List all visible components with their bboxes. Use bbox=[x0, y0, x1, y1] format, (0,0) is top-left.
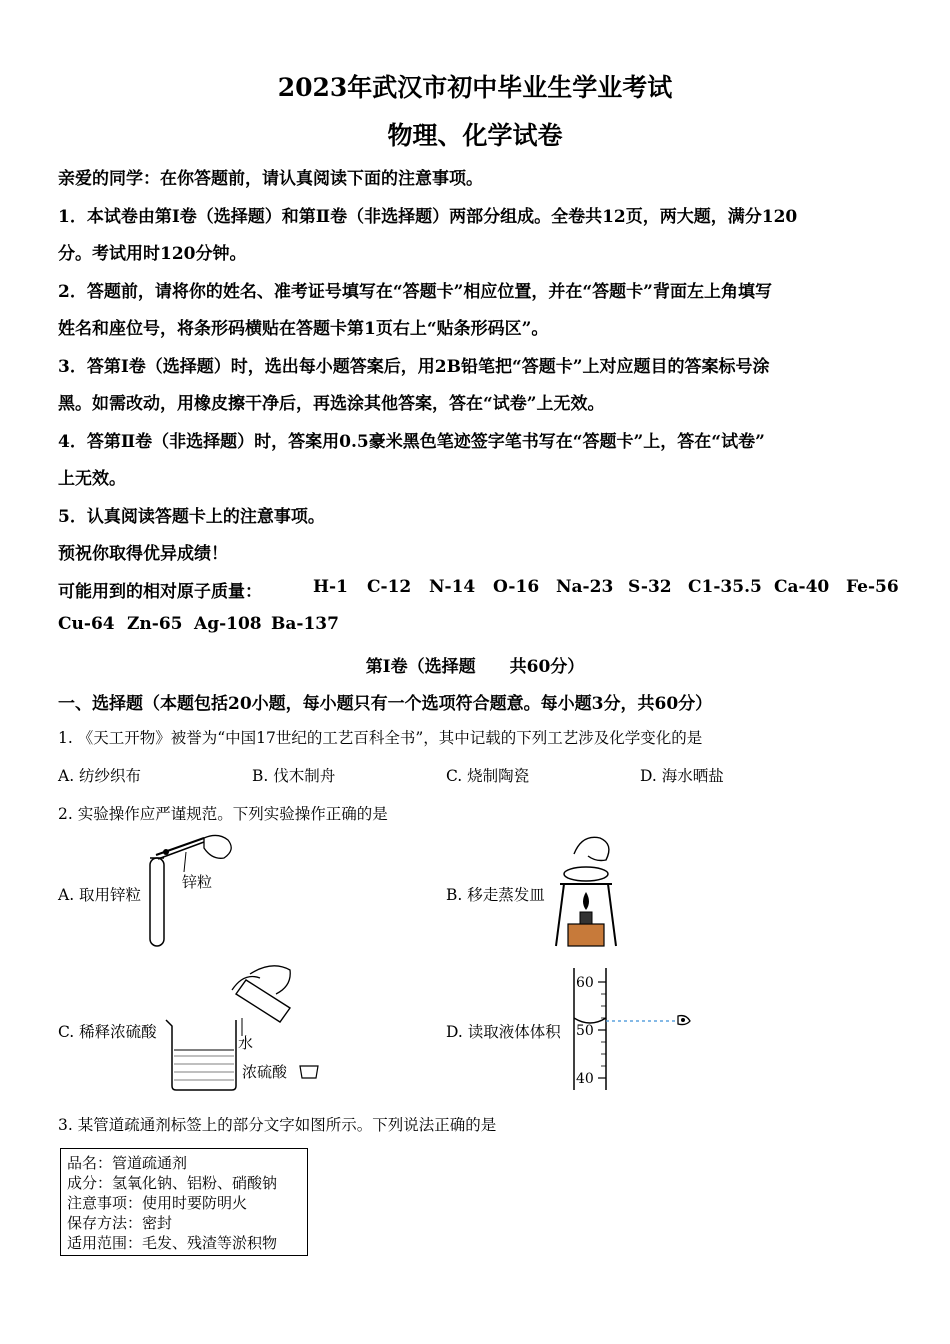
question-2-option-b[interactable]: B. 移走蒸发皿 bbox=[446, 886, 545, 904]
section-title: 第I卷（选择题 共60分） bbox=[365, 657, 585, 677]
label-line: 品名：管道疏通剂 bbox=[67, 1154, 188, 1172]
atomic-mass: C1-35.5 bbox=[688, 577, 762, 597]
notice-line: 预祝你取得优异成绩！ bbox=[58, 544, 228, 564]
atomic-mass-label: 可能用到的相对原子质量： bbox=[58, 582, 262, 602]
notice-intro: 亲爱的同学：在你答题前，请认真阅读下面的注意事项。 bbox=[58, 169, 483, 189]
atomic-mass: Ca-40 bbox=[774, 577, 830, 597]
acid-label: 浓硫酸 bbox=[242, 1063, 288, 1081]
beaker bbox=[166, 1020, 236, 1090]
section-heading: 一、选择题（本题包括20小题，每小题只有一个选项符合题意。每小题3分，共60分） bbox=[58, 694, 713, 714]
notice-line: 2．答题前，请将你的姓名、准考证号填写在“答题卡”相应位置，并在“答题卡”背面左上角填写 bbox=[58, 282, 772, 302]
reagent-bottle bbox=[236, 980, 290, 1022]
beaker-small-icon bbox=[300, 1066, 318, 1078]
atomic-mass-row-2 bbox=[58, 614, 458, 636]
hand-icon bbox=[574, 837, 609, 860]
question-1-option-b[interactable]: B. 伐木制舟 bbox=[252, 767, 336, 785]
test-tube bbox=[150, 858, 164, 946]
atomic-mass: C-12 bbox=[367, 577, 412, 597]
evaporating-dish bbox=[564, 867, 608, 881]
evaporating-dish-figure bbox=[552, 832, 622, 950]
atomic-mass: N-14 bbox=[429, 577, 476, 597]
atomic-mass: Fe-56 bbox=[846, 577, 899, 597]
question-1-option-c[interactable]: C. 烧制陶瓷 bbox=[446, 767, 530, 785]
notice-line: 上无效。 bbox=[58, 469, 126, 489]
notice-line: 黑。如需改动，用橡皮擦干净后，再选涂其他答案，答在“试卷”上无效。 bbox=[58, 394, 605, 414]
atomic-mass: Na-23 bbox=[556, 577, 614, 597]
question-2-option-a[interactable]: A. 取用锌粒 bbox=[58, 886, 142, 904]
atomic-mass: H-1 bbox=[313, 577, 348, 597]
question-3-stem: 3. 某管道疏通剂标签上的部分文字如图所示。下列说法正确的是 bbox=[58, 1116, 497, 1134]
atomic-mass: Ba-137 bbox=[271, 614, 339, 634]
tick-40: 40 bbox=[576, 1071, 594, 1087]
question-2-option-c[interactable]: C. 稀释浓硫酸 bbox=[58, 1023, 157, 1041]
dilute-acid-figure bbox=[162, 964, 332, 1092]
question-1-option-a[interactable]: A. 纺纱织布 bbox=[58, 767, 142, 785]
notice-line: 3．答第I卷（选择题）时，选出每小题答案后，用2B铅笔把“答题卡”上对应题目的答案标号涂 bbox=[58, 357, 770, 377]
atomic-mass: O-16 bbox=[493, 577, 540, 597]
question-2-stem: 2. 实验操作应严谨规范。下列实验操作正确的是 bbox=[58, 805, 388, 823]
question-2-option-d[interactable]: D. 读取液体体积 bbox=[446, 1023, 561, 1041]
label-line: 保存方法：密封 bbox=[67, 1214, 173, 1232]
atomic-mass: S-32 bbox=[628, 577, 672, 597]
alcohol-lamp bbox=[568, 924, 604, 946]
question-1-option-d[interactable]: D. 海水晒盐 bbox=[640, 767, 724, 785]
zinc-label: 锌粒 bbox=[182, 873, 213, 891]
label-line: 适用范围：毛发、残渣等淤积物 bbox=[67, 1234, 278, 1252]
exam-subtitle: 物理、化学试卷 bbox=[387, 121, 563, 150]
zinc-granule-icon bbox=[163, 849, 169, 855]
question-1-stem: 1. 《天工开物》被誉为“中国17世纪的工艺百科全书”，其中记载的下列工艺涉及化学变化的是 bbox=[58, 729, 703, 747]
atomic-mass: Cu-64 bbox=[58, 614, 115, 634]
notice-line: 4．答第Ⅱ卷（非选择题）时，答案用0.5豪米黑色笔迹签字笔书写在“答题卡”上，答在“试卷” bbox=[58, 432, 765, 452]
atomic-mass: Ag-108 bbox=[194, 614, 262, 634]
tick-60: 60 bbox=[576, 975, 594, 991]
water-label: 水 bbox=[238, 1034, 254, 1052]
atomic-mass-row-1 bbox=[58, 577, 899, 602]
label-line: 注意事项：使用时要防明火 bbox=[67, 1194, 248, 1212]
notice-line: 姓名和座位号，将条形码横贴在答题卡第1页右上“贴条形码区”。 bbox=[58, 319, 549, 339]
notice-line: 1．本试卷由第I卷（选择题）和第Ⅱ卷（非选择题）两部分组成。全卷共12页，两大题，满分120 bbox=[58, 207, 798, 227]
hand-icon bbox=[250, 966, 290, 994]
atomic-mass: Zn-65 bbox=[127, 614, 183, 634]
zinc-granule-figure bbox=[146, 832, 256, 954]
label-line: 成分：氢氧化钠、铝粉、硝酸钠 bbox=[67, 1174, 278, 1192]
product-label-box bbox=[60, 1148, 308, 1256]
hand-icon bbox=[204, 835, 231, 858]
notice-line: 5．认真阅读答题卡上的注意事项。 bbox=[58, 507, 325, 527]
exam-title: 2023年武汉市初中毕业生学业考试 bbox=[277, 73, 673, 102]
tick-50: 50 bbox=[576, 1023, 594, 1039]
flame-icon bbox=[583, 892, 589, 910]
notice-line: 分。考试用时120分钟。 bbox=[58, 244, 247, 264]
graduated-cylinder-figure bbox=[568, 966, 698, 1092]
